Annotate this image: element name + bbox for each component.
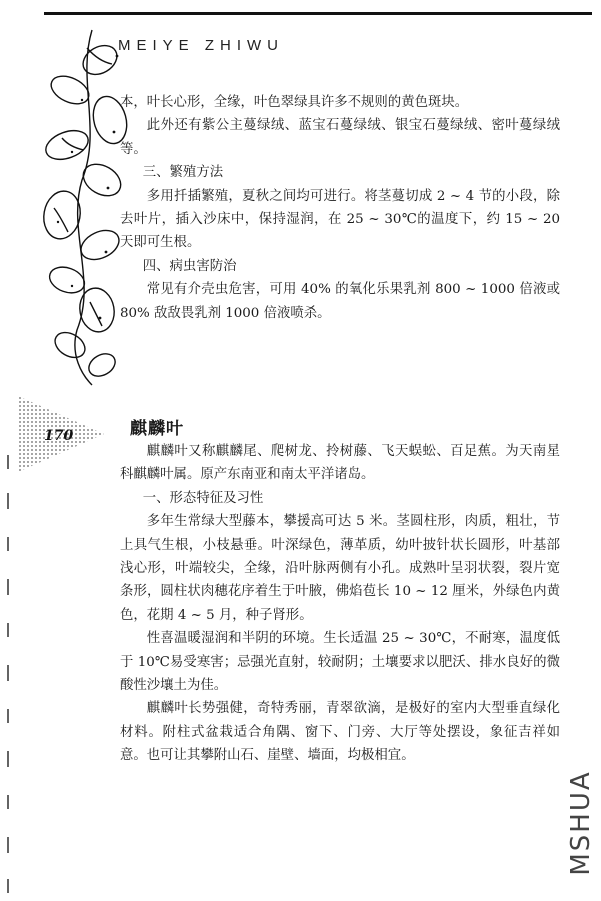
article-title: 麒麟叶 bbox=[130, 419, 184, 439]
watermark bbox=[567, 763, 595, 883]
page-number: 170 bbox=[44, 428, 74, 444]
vine-illustration bbox=[22, 20, 132, 390]
page-number-badge bbox=[18, 396, 104, 472]
article-paragraph-2: 性喜温暖湿润和半阴的环境。生长适温 25 ~ 30℃，不耐寒，温度低于 10℃易受寒害；忌强光直射，较耐阴；土壤要求以肥沃、排水良好的微酸性沙壤土为佳。 bbox=[120, 631, 560, 694]
continued-text bbox=[120, 91, 560, 325]
article-body bbox=[120, 440, 560, 768]
watermark-text: MSHUA bbox=[566, 770, 596, 876]
continued-paragraph-4: 常见有介壳虫危害，可用 40% 的氧化乐果乳剂 800 ~ 1000 倍液或 80% 敌敌畏乳剂 1000 倍液喷杀。 bbox=[120, 282, 560, 321]
section-title-propagation: 三、繁殖方法 bbox=[142, 165, 224, 181]
article-intro: 麒麟叶又称麒麟尾、爬树龙、拎树藤、飞天蜈蚣、百足蕉。为天南星科麒麟叶属。原产东南亚和南太平洋诸岛。 bbox=[120, 444, 560, 483]
continued-paragraph-2: 此外还有紫公主蔓绿绒、蓝宝石蔓绿绒、银宝石蔓绿绒、密叶蔓绿绒等。 bbox=[120, 118, 560, 157]
article-paragraph-1: 多年生常绿大型藤本，攀援高可达 5 米。茎圆柱形，肉质，粗壮，节上具气生根，小枝悬垂。叶深绿色，薄革质，幼叶披针状长圆形，叶基部浅心形，叶端较尖，全缘，沿叶脉两侧有小孔。成熟叶呈羽状裂，裂片宽条形，圆柱状肉穗花序着生于叶腋，佛焰苞长 10 ~ 12 厘米，外绿色内黄色，花期 4 ~ 5 月，种子肾形。 bbox=[120, 514, 560, 623]
margin-tick-marks bbox=[6, 455, 10, 895]
article-paragraph-3: 麒麟叶长势强健，奇特秀丽，青翠欲滴，是极好的室内大型垂直绿化材料。附柱式盆栽适合角隅、窗下、门旁、大厅等处摆设，象征吉祥如意。也可让其攀附山石、崖壁、墙面，均极相宜。 bbox=[120, 701, 560, 764]
continued-paragraph-1: 本，叶长心形，全缘，叶色翠绿具许多不规则的黄色斑块。 bbox=[120, 95, 469, 110]
section-title-pests: 四、病虫害防治 bbox=[142, 258, 237, 274]
top-rule bbox=[44, 12, 592, 15]
section-title-morphology: 一、形态特征及习性 bbox=[142, 490, 264, 506]
continued-paragraph-3: 多用扦插繁殖，夏秋之间均可进行。将茎蔓切成 2 ~ 4 节的小段，除去叶片，插入沙床中，保持湿润，在 25 ~ 30℃的温度下，约 15 ~ 20 天即可生根。 bbox=[120, 188, 560, 251]
running-head: MEIYE ZHIWU bbox=[118, 37, 284, 54]
